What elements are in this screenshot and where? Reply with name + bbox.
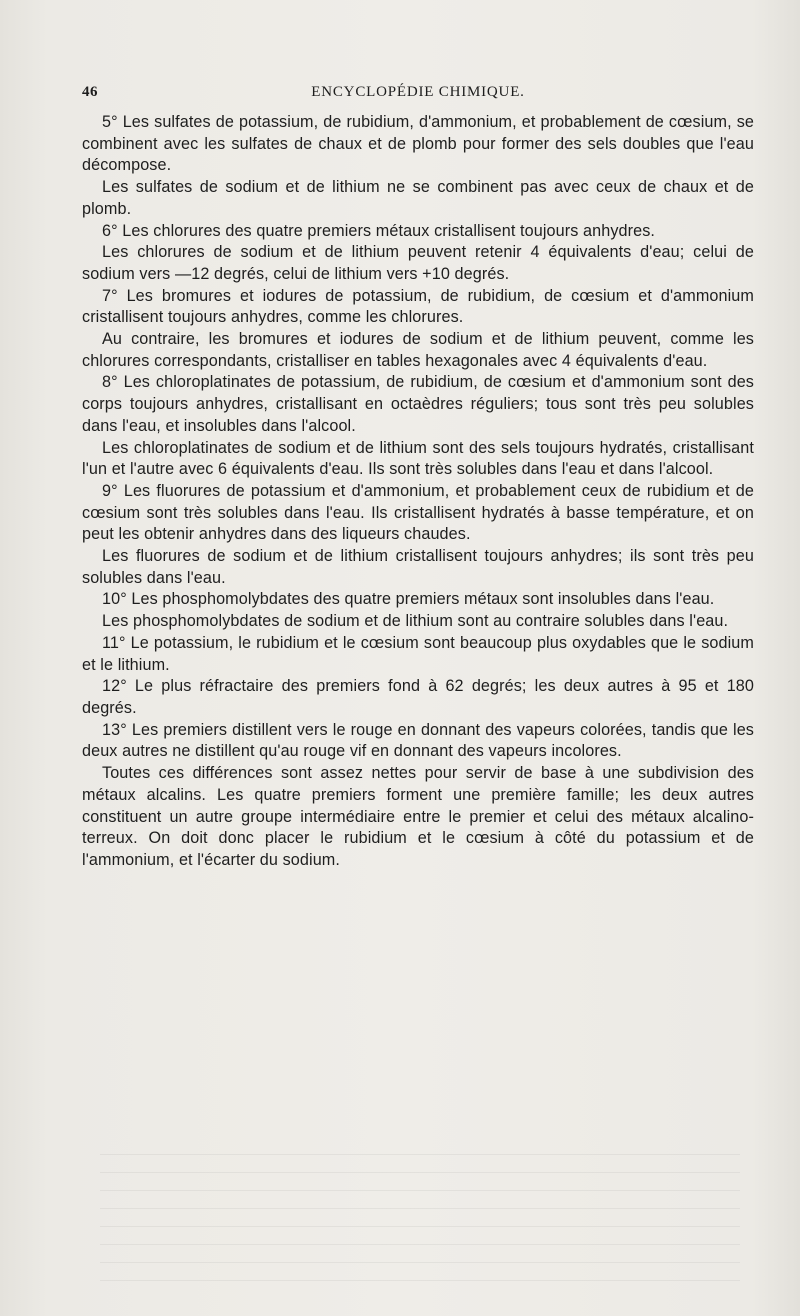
paragraph-conclusion: Toutes ces différences sont assez nettes pour servir de base à une subdivision des métaux alcalins. Les quatre premiers forment une première famille; les deux autres constituent un autre groupe intermédiaire entre le premier et celui des métaux alcalino-terreux. On doit donc placer le rubidium et le cœsium à côté du potassium et de l'ammonium, et l'écarter du sodium. xyxy=(82,764,754,869)
paragraph-5-sulfates: 5° Les sulfates de potassium, de rubidium, d'ammonium, et probablement de cœsium, se combinent avec les sulfates de chaux et de plomb pour former des sels doubles que l'eau décompose. xyxy=(82,113,754,175)
paragraph-chlorures-sodium-lithium: Les chlorures de sodium et de lithium peuvent retenir 4 équivalents d'eau; celui de sodium vers —12 degrés, celui de lithium vers +10 degrés. xyxy=(82,243,754,283)
paragraph-chloroplatinates-sodium-lithium: Les chloroplatinates de sodium et de lithium sont des sels toujours hydratés, cristallisant l'un et l'autre avec 6 équivalents d'eau. Ils sont très solubles dans l'eau et dans l'alcool. xyxy=(82,438,754,479)
running-head xyxy=(82,84,754,106)
paragraph-sulfates-sodium-lithium: Les sulfates de sodium et de lithium ne se combinent pas avec ceux de chaux et de plomb. xyxy=(82,178,754,218)
paragraph-12-fusion: 12° Le plus réfractaire des premiers fond à 62 degrés; les deux autres à 95 et 180 degrés. xyxy=(82,677,754,717)
paragraph-11-oxydables: 11° Le potassium, le rubidium et le cœsium sont beaucoup plus oxydables que le sodium et le lithium. xyxy=(82,633,754,674)
paragraph-bromures-sodium-lithium: Au contraire, les bromures et iodures de sodium et de lithium peuvent, comme les chlorures correspondants, cristalliser en tables hexagonales avec 4 équivalents d'eau. xyxy=(82,330,754,370)
paragraph-fluorures-sodium-lithium: Les fluorures de sodium et de lithium cristallisent toujours anhydres; ils sont très peu solubles dans l'eau. xyxy=(82,547,754,587)
paragraph-13-distillation: 13° Les premiers distillent vers le rouge en donnant des vapeurs colorées, tandis que les deux autres ne distillent qu'au rouge vif en donnant des vapeurs incolores. xyxy=(82,720,754,761)
paragraph-8-chloroplatinates: 8° Les chloroplatinates de potassium, de rubidium, de cœsium et d'ammonium sont des corps toujours anhydres, cristallisant en octaèdres réguliers; tous sont très peu solubles dans l'eau, et insolubles dans l'alcool. xyxy=(82,373,754,435)
paragraph-6-chlorures: 6° Les chlorures des quatre premiers métaux cristallisent toujours anhydres. xyxy=(102,221,656,240)
body-text xyxy=(82,112,754,872)
page-number: 46 xyxy=(82,84,98,100)
paragraph-7-bromures: 7° Les bromures et iodures de potassium, de rubidium, de cœsium et d'ammonium cristallisent toujours anhydres, comme les chlorures. xyxy=(82,286,754,327)
paragraph-phosphomolybdates-sodium-lithium: Les phosphomolybdates de sodium et de lithium sont au contraire solubles dans l'eau. xyxy=(102,612,729,631)
paragraph-9-fluorures: 9° Les fluorures de potassium et d'ammonium, et probablement ceux de rubidium et de cœsium sont très solubles dans l'eau. Ils cristallisent hydratés à basse température, et on peut les obtenir anhydres dans des liqueurs chaudes. xyxy=(82,481,754,544)
show-through-text xyxy=(100,1140,740,1290)
running-title: ENCYCLOPÉDIE CHIMIQUE. xyxy=(311,84,525,100)
paragraph-10-phosphomolybdates: 10° Les phosphomolybdates des quatre premiers métaux sont insolubles dans l'eau. xyxy=(102,590,715,609)
